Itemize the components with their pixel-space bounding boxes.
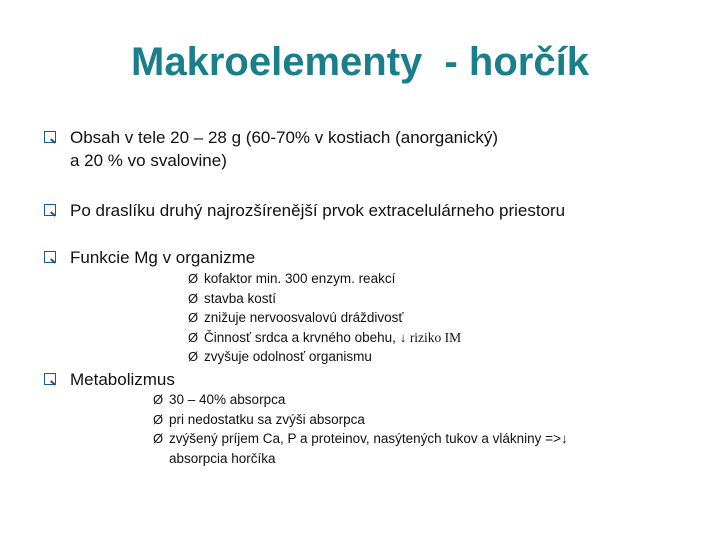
checkbox-bullet-icon bbox=[44, 204, 57, 217]
list-item-text: Činnosť srdca a krvného obehu, bbox=[204, 329, 400, 345]
arrow-bullet-icon: Ø bbox=[188, 349, 199, 364]
arrow-bullet-icon: Ø bbox=[188, 271, 199, 286]
list-item bbox=[153, 410, 568, 430]
bullet-text-line2: a 20 % vo svalovine) bbox=[70, 151, 227, 170]
bullet-text-line1: Funkcie Mg v organizme bbox=[70, 248, 256, 267]
arrow-bullet-icon: Ø bbox=[188, 329, 199, 345]
arrow-bullet-icon: Ø bbox=[188, 310, 199, 325]
bullet-extracellular bbox=[44, 199, 565, 222]
list-item-note: ↓ riziko IM bbox=[399, 329, 462, 345]
list-item-text: zvyšuje odolnosť organismu bbox=[204, 349, 372, 364]
list-item-text: absorpcia horčíka bbox=[169, 450, 276, 466]
checkbox-bullet-icon bbox=[44, 131, 57, 144]
list-item bbox=[188, 269, 461, 289]
metabolism-sublist bbox=[153, 390, 568, 468]
checkbox-bullet-icon bbox=[44, 251, 57, 264]
list-item bbox=[153, 429, 568, 449]
functions-sublist bbox=[188, 269, 461, 367]
arrow-bullet-icon: Ø bbox=[153, 392, 164, 407]
list-item-text: kofaktor min. 300 enzym. reakcí bbox=[204, 271, 396, 286]
slide-title: Makroelementy - horčík bbox=[131, 40, 589, 84]
list-item bbox=[188, 289, 461, 309]
arrow-bullet-icon: Ø bbox=[153, 411, 164, 427]
arrow-bullet-icon: Ø bbox=[188, 290, 199, 306]
list-item-text: zvýšený príjem Ca, P a proteinov, nasýtených tukov a vlákniny =>↓ bbox=[169, 431, 568, 446]
list-item bbox=[188, 347, 461, 367]
list-item-text: 30 – 40% absorpca bbox=[169, 392, 286, 407]
checkbox-bullet-icon bbox=[44, 373, 57, 386]
bullet-text-line1: Metabolizmus bbox=[70, 370, 175, 389]
list-item-text: znižuje nervoosvalovú dráždivosť bbox=[204, 310, 404, 325]
list-item-text: stavba kostí bbox=[204, 290, 277, 306]
bullet-functions bbox=[44, 246, 255, 269]
bullet-content bbox=[44, 126, 498, 172]
bullet-metabolism bbox=[44, 368, 175, 391]
list-item-continuation bbox=[153, 449, 568, 469]
list-item bbox=[188, 308, 461, 328]
list-item bbox=[188, 328, 461, 348]
arrow-bullet-icon: Ø bbox=[153, 431, 164, 446]
bullet-text-line1: Obsah v tele 20 – 28 g (60-70% v kostiach (anorganický) bbox=[70, 128, 499, 147]
bullet-text-line1: Po draslíku druhý najrozšírenější prvok extracelulárneho priestoru bbox=[70, 201, 566, 220]
list-item bbox=[153, 390, 568, 410]
list-item-text: pri nedostatku sa zvýši absorpca bbox=[169, 411, 365, 427]
